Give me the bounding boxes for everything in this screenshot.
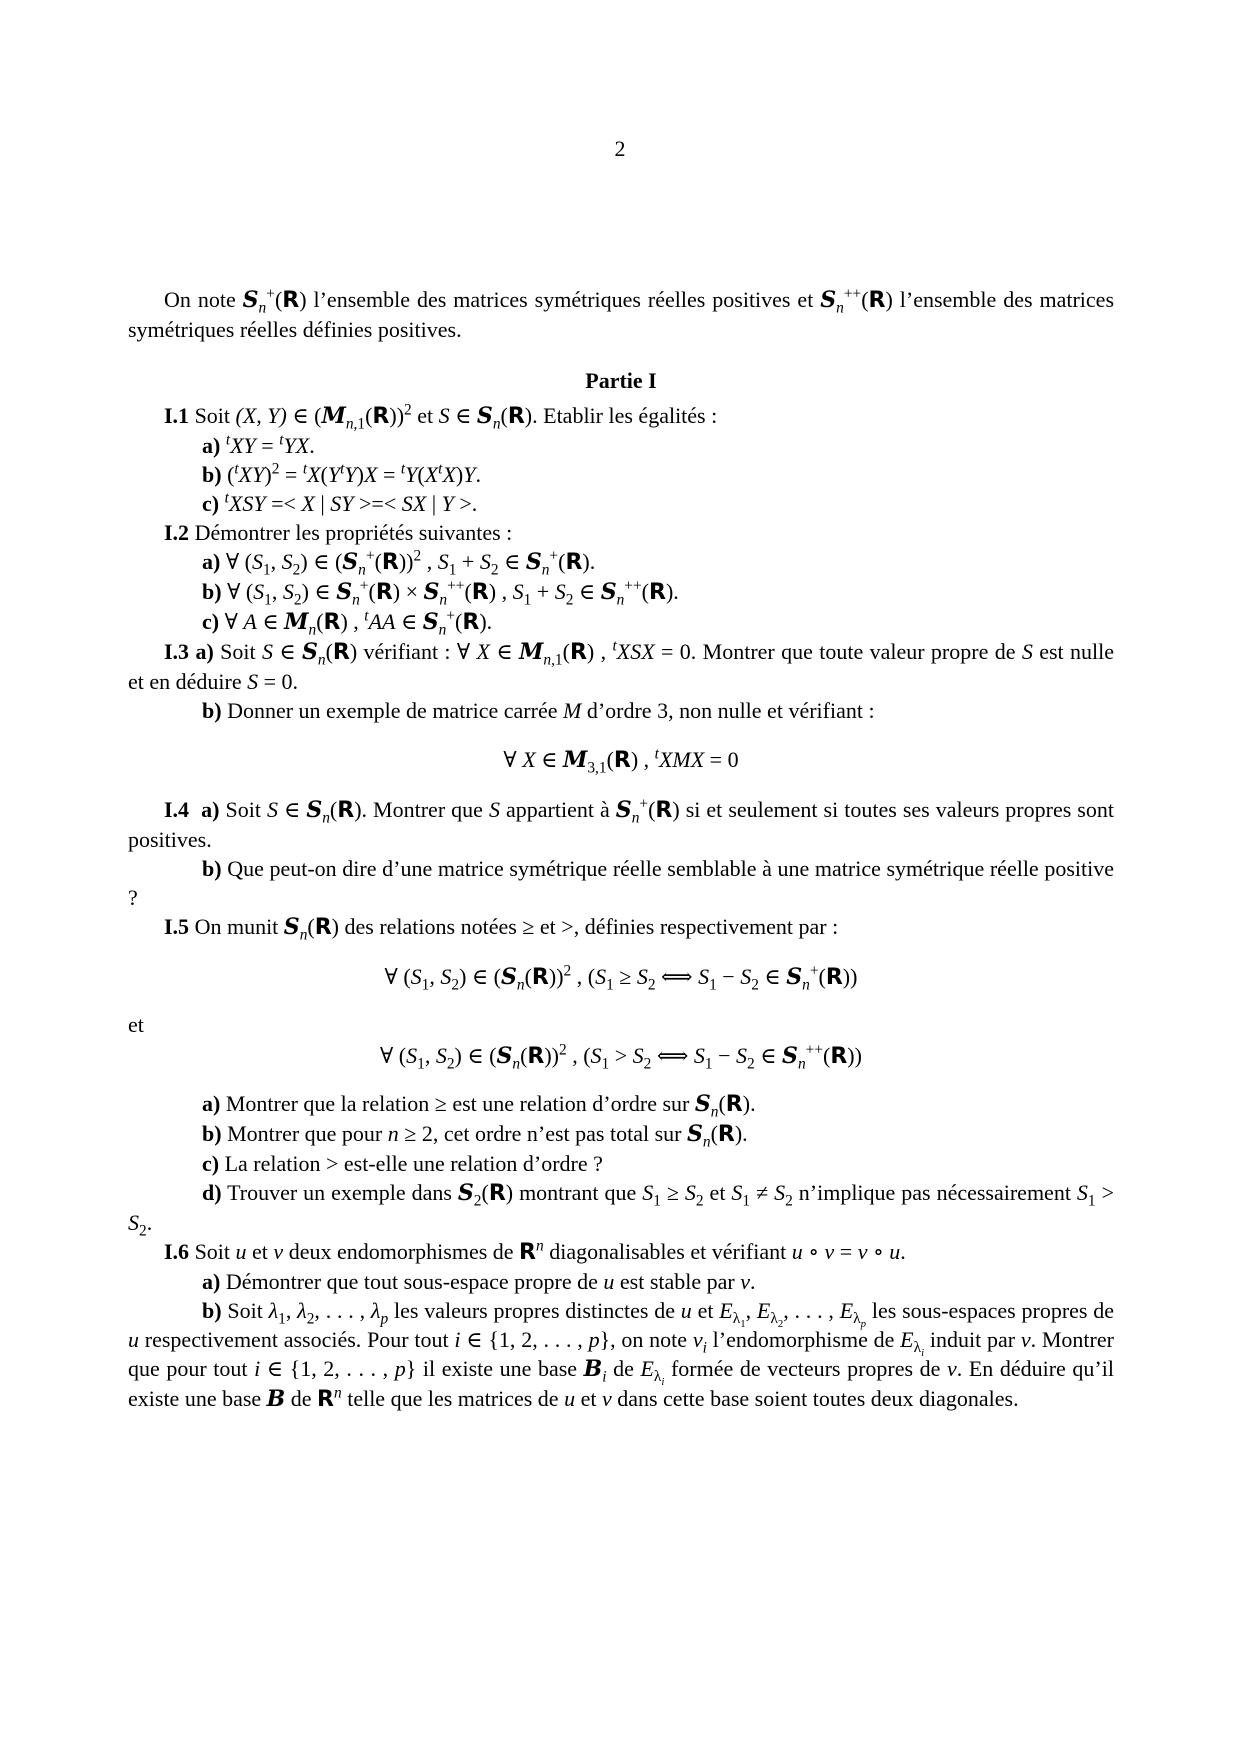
question-I5: I.5 On munit $S_n(R)$ des relations notées ≥ et >, définies respectivement par : (164, 914, 839, 944)
equation-I5-ge: ∀ ($S_1$, $S_2$) ∈ $(S_n(R))^2$ , ($S_1 \ge S_2$ ⟺ $S_1 - S_2$ ∈ $S_n^+(R)$) (384, 962, 858, 994)
intro-paragraph: On note $S_n^+(R)$ l’ensemble des matrices symétriques réelles positives et $S_n^{++}(R)$ l’ensemble des matrices symétriques réelles définies positives. (128, 285, 1115, 342)
question-I3-b: b) Donner un exemple de matrice carrée M d’ordre 3, non nulle et vérifiant : (202, 698, 875, 723)
question-I2-b: b) ∀ ($S_1$, $S_2$) ∈ $S_n^+(R) \times S_n^{++}(R)$ , $S_1 + S_2$ ∈ $S_n^{++}(R)$. (202, 577, 679, 609)
question-I2-a: a) ∀ ($S_1$, $S_2$) ∈ $(S_n^+(R))^2$ , $S_1 + S_2$ ∈ $S_n^+(R)$. (202, 547, 596, 579)
section-title: Partie I (585, 368, 657, 393)
question-I1-c: c) $^t$XSY =< X | SY >=< SX | Y >. (202, 489, 478, 516)
page-number: 2 (614, 136, 626, 161)
question-I5-a: a) Montrer que la relation ≥ est une relation d’ordre sur $S_n(R)$. (202, 1091, 756, 1121)
question-I4-b: b) Que peut-on dire d’une matrice symétrique réelle semblable à une matrice symétrique réelle positive ? (128, 856, 1114, 910)
conjunction-et: et (128, 1012, 144, 1037)
question-I6: I.6 Soit u et v deux endomorphismes de $R^n$ diagonalisables et vérifiant u ∘ v = v ∘ u. (164, 1237, 906, 1265)
question-I1: I.1 Soit (X, Y) ∈ $(M_{n,1}(R))^2$ et S ∈ $S_n(R)$. Etablir les égalités : (164, 401, 718, 433)
question-I5-d: d) Trouver un exemple dans $S_2(R)$ montrant que $S_1 \ge S_2$ et $S_1 \ne S_2$ n’implique pas nécessairement $S_1 > S_2$. (128, 1180, 1114, 1240)
question-I3-a: I.3 a) Soit S ∈ $S_n(R)$ vérifiant : ∀ X ∈ $M_{n,1}(R)$ , $^t$XSX = 0. Montrer que toute valeur propre de S est nulle et en déduire S = 0. (128, 637, 1114, 694)
question-I4-a: I.4 a) Soit S ∈ $S_n(R)$. Montrer que S appartient à $S_n^+(R)$ si et seulement si toutes ses valeurs propres sont positives. (128, 795, 1114, 852)
question-I5-b: b) Montrer que pour n ≥ 2, cet ordre n’est pas total sur $S_n(R)$. (202, 1121, 748, 1151)
document-body (128, 285, 1114, 1414)
question-I2: I.2 Démontrer les propriétés suivantes : (164, 520, 513, 545)
question-I6-a: a) Démontrer que tout sous-espace propre de u est stable par v. (202, 1269, 756, 1294)
equation-I3: ∀ X ∈ $M_{3,1}(R)$ , $^t$XMX = 0 (503, 745, 739, 777)
question-I6-b: b) Soit $\lambda_1$, $\lambda_2$, . . . , $\lambda_p$ les valeurs propres distinctes de u et $E_{\lambda_1}$, $E_{\lambda_2}$, . . . , $E_{\lambda_p}$ les sous-espaces propres de u respectivement associés. Pour tout i ∈ {1, 2, . . . , p}, on note $v_i$ l’endomorphisme de $E_{\lambda_i}$ induit par v. Montrer que pour tout i ∈ {1, 2, . . . , p} il existe une base $B_i$ de $E_{\lambda_i}$ formée de vecteurs propres de v. En déduire qu’il existe une base B de $R^n$ telle que les matrices de u et v dans cette base soient toutes deux diagonales. (128, 1298, 1115, 1412)
question-I2-c: c) ∀ A ∈ $M_n(R)$ , $^t$AA ∈ $S_n^+(R)$. (202, 607, 493, 639)
question-I5-c: c) La relation > est-elle une relation d’ordre ? (202, 1151, 603, 1176)
question-I1-b: b) $(^tXY)^2 = ^tX(Y^tY)X = ^tY(X^tX)Y$. (202, 460, 481, 487)
equation-I5-gt: ∀ ($S_1$, $S_2$) ∈ $(S_n(R))^2$ , ($S_1 > S_2$ ⟺ $S_1 - S_2$ ∈ $S_n^{++}(R)$) (380, 1041, 862, 1073)
question-I1-a: a) $^t$XY = $^t$YX. (202, 431, 315, 458)
